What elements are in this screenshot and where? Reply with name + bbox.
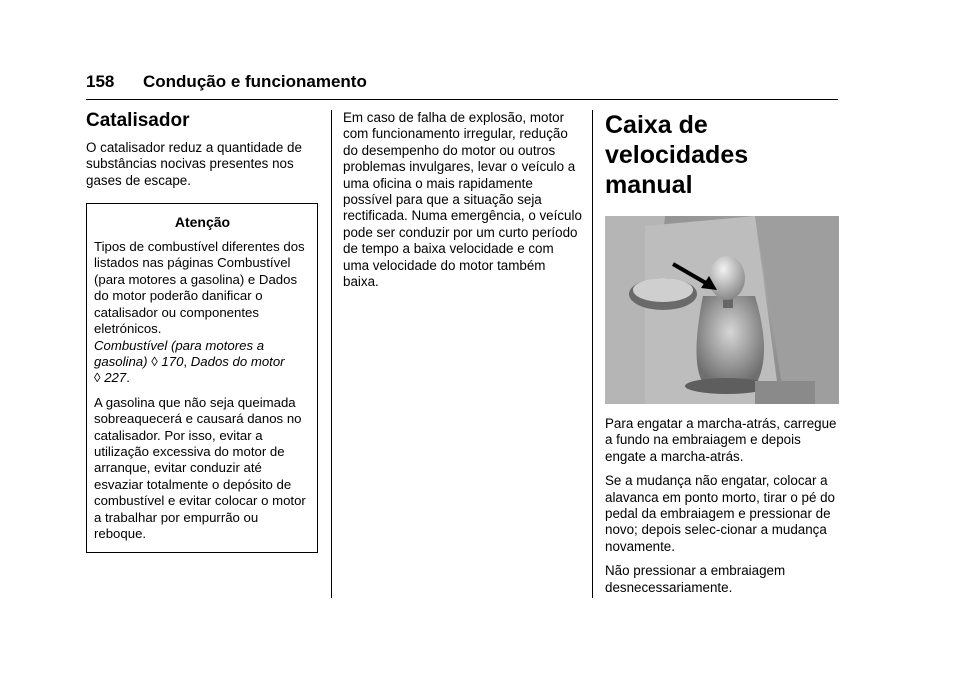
manual-gearbox-heading: Caixa de velocidades manual	[605, 111, 749, 199]
page-ref-icon: ◊	[151, 353, 158, 369]
gear-lever-photo	[605, 216, 839, 404]
gearbox-paragraph-3: Não pressionar a embraiagem desnecessariamente.	[605, 563, 786, 595]
catalisador-continued: Em caso de falha de explosão, motor com funcionamento irregular, redução do desempenho do motor ou outros problemas invulgares, levar o veículo a uma oficina o mais rapidamente possível para que a situação seja rectificada. Numa emergência, o veículo pode ser conduzir por um curto período de tempo a baixa velocidade e com uma velocidade do motor também baixa.	[343, 110, 582, 290]
warning-paragraph-1	[94, 239, 311, 387]
gearbox-paragraph-2: Se a mudança não engatar, colocar a alavanca em ponto morto, tirar o pé do pedal da embraiagem e pressionar de novo; depois selec-cionar a mudança novamente.	[605, 473, 836, 554]
catalisador-intro: O catalisador reduz a quantidade de substâncias nocivas presentes nos gases de escape.	[86, 139, 302, 188]
page-ref-icon: ◊	[94, 370, 101, 386]
column-left	[86, 110, 322, 553]
warning-title: Atenção	[174, 214, 231, 231]
gear-lever-illustration	[605, 216, 839, 404]
column-divider	[592, 110, 593, 598]
column-right	[605, 110, 839, 604]
ref-page-combustivel[interactable]: 170	[161, 353, 184, 369]
page-header	[86, 72, 838, 100]
ref-link-combustivel[interactable]: Combustível (para motores a gasolina)	[94, 337, 265, 369]
column-middle	[343, 110, 583, 298]
section-title: Condução e funcionamento	[143, 72, 367, 91]
ref-link-dados-motor[interactable]: Dados do motor	[190, 353, 285, 369]
column-divider	[331, 110, 332, 598]
page-number: 158	[86, 72, 115, 91]
warning-text-1: Tipos de combustível diferentes dos listados nas páginas Combustível (para motores a gasolina) e Dados do motor poderão danificar o catalisador ou componentes eletrónicos.	[94, 239, 305, 337]
catalisador-heading: Catalisador	[86, 110, 190, 131]
gearbox-paragraph-1: Para engatar a marcha-atrás, carregue a fundo na embraiagem e depois engate a marcha-atrás.	[605, 416, 837, 464]
ref-page-dados-motor[interactable]: 227	[104, 370, 127, 386]
warning-box	[86, 203, 318, 553]
warning-paragraph-2: A gasolina que não seja queimada sobreaquecerá e causará danos no catalisador. Por isso, evitar a utilização excessiva do motor de arranque, evitar conduzir até esvaziar totalmente o depósito de combustível e evitar colocar o motor a trabalhar por empurrão ou reboque.	[94, 394, 306, 541]
ref-separator: ,	[183, 353, 191, 369]
ref-end: .	[126, 370, 130, 386]
